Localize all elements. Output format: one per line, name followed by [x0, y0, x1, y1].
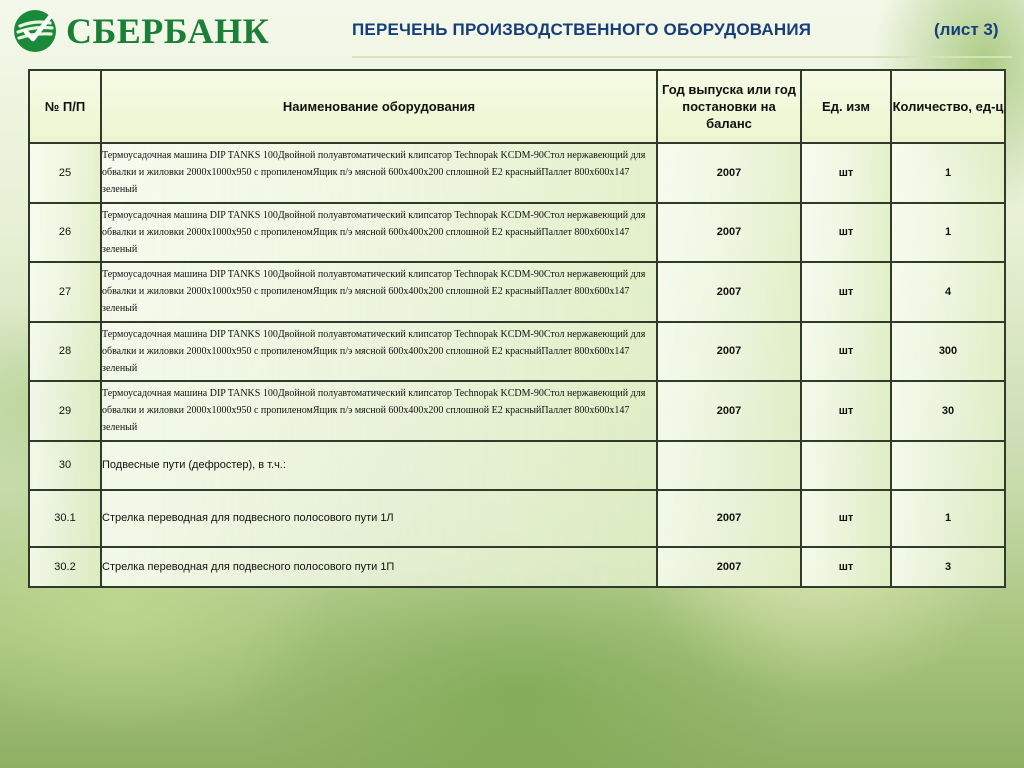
row-number: 30.2 [29, 547, 101, 587]
unit-cell: шт [801, 381, 891, 441]
unit-cell: шт [801, 143, 891, 203]
column-header-num: № П/П [29, 70, 101, 143]
quantity-cell: 300 [891, 322, 1005, 382]
row-number: 30.1 [29, 490, 101, 547]
quantity-cell [891, 441, 1005, 490]
year-cell: 2007 [657, 381, 801, 441]
equipment-name-cell [101, 203, 657, 263]
table-row [29, 490, 1005, 547]
equipment-name: Стрелка переводная для подвесного полосового пути 1Л [102, 512, 394, 524]
title-underline [352, 56, 1012, 58]
row-number: 30 [29, 441, 101, 490]
sberbank-logo [12, 8, 269, 54]
unit-cell [801, 441, 891, 490]
row-number: 25 [29, 143, 101, 203]
year-cell: 2007 [657, 490, 801, 547]
page-title: ПЕРЕЧЕНЬ ПРОИЗВОДСТВЕННОГО ОБОРУДОВАНИЯ [352, 20, 812, 39]
equipment-name: Стрелка переводная для подвесного полосового пути 1П [102, 560, 395, 573]
year-cell: 2007 [657, 203, 801, 263]
column-header-unit: Ед. изм [801, 70, 891, 143]
row-number: 29 [29, 381, 101, 441]
unit-cell: шт [801, 490, 891, 547]
quantity-cell: 4 [891, 262, 1005, 322]
year-cell [657, 441, 801, 490]
column-header-year: Год выпуска или год постановки на баланс [657, 70, 801, 143]
table-row [29, 322, 1005, 382]
quantity-cell: 1 [891, 143, 1005, 203]
equipment-table [28, 69, 1006, 588]
equipment-name-cell [101, 547, 657, 587]
equipment-name-cell [101, 381, 657, 441]
equipment-name: Подвесные пути (дефростер), в т.ч.: [102, 459, 286, 471]
quantity-cell: 30 [891, 381, 1005, 441]
table-row [29, 262, 1005, 322]
equipment-name: Термоусадочная машина DIP TANKS 100Двойной полуавтоматический клипсатор Technopak KCDM-90Стол нержавеющий для обвалки и жиловки 2000х1000х950 с пропиленомЯщик п/э мясной 600х400х200 сплошной Е2 красныйПаллет 800х600х147 зеленый [102, 150, 646, 196]
quantity-cell: 3 [891, 547, 1005, 587]
equipment-name-cell [101, 322, 657, 382]
table-row [29, 441, 1005, 490]
year-cell: 2007 [657, 143, 801, 203]
slide-header [0, 0, 1024, 60]
equipment-name-cell [101, 490, 657, 547]
year-cell: 2007 [657, 262, 801, 322]
sheet-number: (лист 3) [934, 20, 999, 39]
table-row [29, 381, 1005, 441]
table-row [29, 143, 1005, 203]
table-row [29, 547, 1005, 587]
row-number: 26 [29, 203, 101, 263]
quantity-cell: 1 [891, 203, 1005, 263]
unit-cell: шт [801, 203, 891, 263]
column-header-name: Наименование оборудования [101, 70, 657, 143]
equipment-name: Термоусадочная машина DIP TANKS 100Двойной полуавтоматический клипсатор Technopak KCDM-90Стол нержавеющий для обвалки и жиловки 2000х1000х950 с пропиленомЯщик п/э мясной 600х400х200 сплошной Е2 красныйПаллет 800х600х147 зеленый [102, 328, 646, 374]
unit-cell: шт [801, 322, 891, 382]
unit-cell: шт [801, 547, 891, 587]
quantity-cell: 1 [891, 490, 1005, 547]
equipment-name: Термоусадочная машина DIP TANKS 100Двойной полуавтоматический клипсатор Technopak KCDM-90Стол нержавеющий для обвалки и жиловки 2000х1000х950 с пропиленомЯщик п/э мясной 600х400х200 сплошной Е2 красныйПаллет 800х600х147 зеленый [102, 388, 646, 434]
row-number: 27 [29, 262, 101, 322]
equipment-name: Термоусадочная машина DIP TANKS 100Двойной полуавтоматический клипсатор Technopak KCDM-90Стол нержавеющий для обвалки и жиловки 2000х1000х950 с пропиленомЯщик п/э мясной 600х400х200 сплошной Е2 красныйПаллет 800х600х147 зеленый [102, 269, 646, 315]
equipment-name-cell [101, 262, 657, 322]
table-row [29, 203, 1005, 263]
equipment-name: Термоусадочная машина DIP TANKS 100Двойной полуавтоматический клипсатор Technopak KCDM-90Стол нержавеющий для обвалки и жиловки 2000х1000х950 с пропиленомЯщик п/э мясной 600х400х200 сплошной Е2 красныйПаллет 800х600х147 зеленый [102, 209, 646, 255]
year-cell: 2007 [657, 547, 801, 587]
year-cell: 2007 [657, 322, 801, 382]
table-header-row [29, 70, 1005, 143]
equipment-name-cell [101, 441, 657, 490]
row-number: 28 [29, 322, 101, 382]
unit-cell: шт [801, 262, 891, 322]
equipment-name-cell [101, 143, 657, 203]
column-header-qty: Количество, ед-ц [891, 70, 1005, 143]
sberbank-logo-icon [12, 8, 58, 54]
logo-text: СБЕРБАНК [66, 11, 270, 51]
